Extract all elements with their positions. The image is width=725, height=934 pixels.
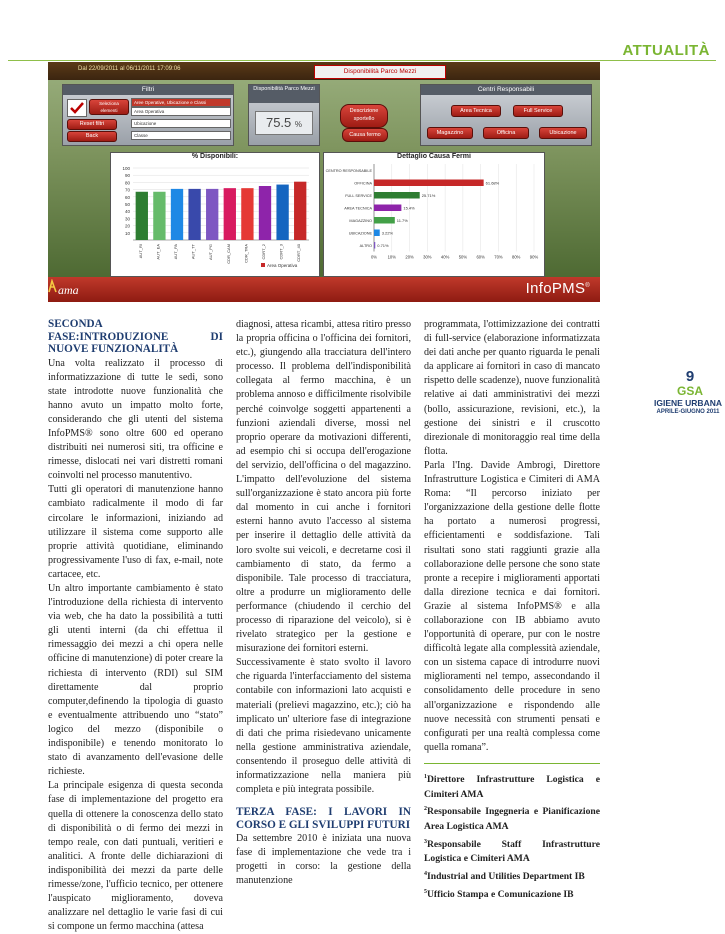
bar <box>241 188 253 240</box>
bar <box>276 185 288 240</box>
footnotes <box>424 763 600 903</box>
gsa-logo: GSA <box>676 384 703 398</box>
bar <box>374 230 380 237</box>
x-tick-label: AUT_RI <box>137 244 143 259</box>
centri-panel <box>420 84 592 146</box>
x-tick-label: 50% <box>458 254 468 260</box>
bar <box>294 182 306 240</box>
causa-fermi-chart <box>323 152 545 277</box>
infopms-logo <box>526 280 590 297</box>
footnote: $^3$Responsabile Staff Infrastrutture Logistica e Cimiteri AMA <box>424 838 600 865</box>
checkmark-icon <box>67 99 87 117</box>
y-tick-label: 60 <box>124 194 130 200</box>
paragraph: La principale esigenza di questa seconda fase di implementazione del progetto era quella di ottenere la conoscenza dello stato di disponibilità o di fermo dei mezzi in tempo reale, con dati puntuali, veritieri e analitici. A fronte delle dichiarazioni di indisponibilità dei mezzi da parte delle rimesse/zone, l'ufficio tecnico, per ottenere l'auspicato miglioramento, doveva analizzare nel dettaglio le varie fasi di cui si compone un fermo macchina (attesa <box>48 780 223 933</box>
area-operativa-select[interactable]: Area Operativa <box>131 107 231 116</box>
paragraph: Parla l'Ing. Davide Ambrogi, Direttore Infrastrutture Logistica e Cimiteri di AMA Roma: “Il percorso iniziato per l'organizzazione della gestione delle flotte ha portato a numerosi progressi, efficientamenti e soddisfazione. Tali risultati sono stati raggiunti grazie alla collaborazione delle persone che sono state pronte a recepire i miglioramenti apportati dalla direzione tecnica e dai fornitori. Grazie al sistema InfoPMS® e alla collaborazione con IB abbiamo avuto l'opportunità di operare, pur con le nostre difficoltà legate alla complessità aziendale, con un sistema capace di introdurre nuovi miglioramenti nel tempo, assecondando il consolidamento delle procedure in seno all'organizzazione e rispondendo alle nuove necessità con strumenti pensati e configurati per una realtà complessa come quella romana”. <box>424 459 600 753</box>
y-tick-label: 30 <box>124 216 130 222</box>
x-tick-label: 20% <box>405 254 414 260</box>
footnote: $^1$Direttore Infrastrutture Logistica e Cimiteri AMA <box>424 773 600 800</box>
bar <box>374 205 401 212</box>
disponibili-chart-title: % Disponibili: <box>191 153 239 160</box>
x-tick-label: 60% <box>476 254 485 260</box>
infopms-reg: ® <box>585 283 590 289</box>
infopms-name: InfoPMS <box>525 280 586 297</box>
x-tick-label: 90% <box>529 254 539 260</box>
x-tick-label: 30% <box>423 254 432 260</box>
bar <box>374 242 375 249</box>
y-tick-label: 10 <box>124 230 130 236</box>
data-label: 3.22% <box>381 230 394 236</box>
legend-label: Area Operativa <box>267 263 298 268</box>
x-tick-label: AUT_PG <box>208 244 214 261</box>
filtri-title: Filtri <box>63 85 233 95</box>
classe-select[interactable]: Classe <box>131 131 231 140</box>
disponibilita-panel <box>248 84 320 146</box>
x-tick-label: CDRT_2 <box>261 244 266 260</box>
page-number: 9 <box>685 368 695 385</box>
y-tick-label: 70 <box>124 187 130 193</box>
disponibili-chart <box>110 152 320 277</box>
bar <box>171 189 183 240</box>
x-tick-label: 40% <box>440 254 450 260</box>
disponibilita-tab: Disponibilità Parco Mezzi <box>314 65 446 79</box>
screenshot-footer <box>48 277 600 302</box>
y-tick-label: 90 <box>124 173 130 179</box>
bar <box>374 217 395 224</box>
footnote: $^4$Industrial and Utilities Department IB <box>424 871 585 883</box>
data-label: 0.71% <box>377 242 389 248</box>
magazzino-button[interactable]: Magazzino <box>427 127 473 139</box>
y-tick-label: 40 <box>124 209 130 215</box>
back-button[interactable]: Back <box>67 131 117 142</box>
x-tick-label: AUT_TT <box>190 244 196 260</box>
footnote: $^2$Responsabile Ingegneria e Pianificazione Area Logistica AMA <box>424 806 600 833</box>
descrizione-sportello-button[interactable]: Descrizione sportello <box>340 104 388 128</box>
x-tick-label: CDR_TRA <box>243 244 249 263</box>
y-tick-label: OFFICINA <box>354 181 372 186</box>
bar <box>259 186 271 240</box>
section-label: ATTUALITÀ <box>622 42 710 59</box>
screenshot-topbar <box>48 62 600 80</box>
y-tick-label: AREA TECNICA <box>344 206 372 211</box>
header-rule <box>8 60 716 61</box>
bar <box>206 189 218 240</box>
ama-logo: ama <box>58 283 79 297</box>
paragraph: programmata, l'ottimizzazione dei contratti di full-service (elaborazione informatizzata dei dati anche per quanto riguarda le penali da applicare ai fornitori in caso di mancato rispetto delle scadenze), nuove funzionalità relative ai dati amministrativi dei mezzi (bollo, assicurazione, revisioni, etc.), la gestione dei sinistri e il cruscotto direzionale di monitoraggio real time della flotta. <box>424 319 600 457</box>
y-tick-label: ALTRO <box>359 243 372 248</box>
bar <box>374 192 420 199</box>
footnote: $^5$Ufficio Stampa e Comunicazione IB <box>424 888 574 900</box>
magazine-name: IGIENE URBANA <box>653 398 722 408</box>
issue-date: APRILE-GIUGNO 2011 <box>656 409 720 415</box>
ubicazione-select[interactable]: Ubicazione <box>131 119 231 128</box>
y-tick-label: 100 <box>122 166 130 171</box>
bar <box>153 192 165 240</box>
y-tick-label: 20 <box>124 223 130 229</box>
paragraph: Da settembre 2010 è iniziata una nuova fase di implementazione che vede tra i progetti in corso: la gestione della manutenzione <box>236 833 411 887</box>
x-tick-label: AUT_PA <box>173 244 178 260</box>
heading-terza-fase: TERZA FASE: I LAVORI IN CORSO E GLI SVILUPPI FUTURI <box>236 806 411 831</box>
paragraph: diagnosi, attesa ricambi, attesa ritiro presso la propria officina o l'officina dei fornitori, etc.), giungendo alla tracciatura dell'intero processo. Il problema dell'indisponibilità collegata al fermo macchina, è un problema annoso e difficilmente risolvibile perché coinvolge soggetti appartenenti a funzioni aziendali diverse, mossi nel proprio operare da motivazioni differenti, ad esempio chi si occupa dell'erogazione del servizio, dell'officina o del magazzino. L'impatto dell'evoluzione del sistema sull'organizzazione è stato ancora più forte dal momento in cui anche i fornitori esterni hanno avuto l'accesso al sistema per inserire il dettaglio delle attività da loro svolte sui veicoli, e decretarne così il cambiamento di stato, da fermo a disponibile. Tale processo di tracciatura, oltre a produrre un miglioramento delle performance (chiudendo il cerchio del processo di riparazione del veicolo), si è rivelato strategico per la gestione e misurazione dei fornitori esterni. <box>236 319 411 655</box>
bar <box>224 188 236 240</box>
x-tick-label: 10% <box>387 254 396 260</box>
article-column-3 <box>424 318 600 903</box>
causa-fermi-chart-title: Dettaglio Causa Fermi <box>397 153 471 160</box>
y-tick-label: UBICAZIONE <box>348 231 372 236</box>
y-tick-label: FULL SERVICE <box>345 193 372 198</box>
disponibilita-unit: % <box>294 120 303 129</box>
y-tick-label: CENTRO RESPONSABILE <box>325 168 372 173</box>
filtri-panel <box>62 84 234 146</box>
x-tick-label: CDR_CAM <box>225 244 231 264</box>
y-tick-label: MAGAZZINO <box>349 218 372 223</box>
ama-logo-icon <box>48 279 57 293</box>
paragraph: Successivamente è stato svolto il lavoro che riguarda l'interfacciamento del sistema contabile con informazioni lato acquisti e materiali (prelievi magazzino, etc.); ciò ha implicato un' ulteriore fase di integrazione di dati che prima risiedevano unicamente nella gestione amministrativa aziendale, consentendo il proseguo delle attività di informatizzazione nella maniera più completa e più integrata possibile. <box>236 657 411 796</box>
article-column-2 <box>236 318 411 889</box>
x-tick-label: 0% <box>370 254 378 260</box>
paragraph: Un altro importante cambiamento è stato l'introduzione della richiesta di intervento via web, che ha dato la possibilità a tutti gli utenti interni (da chi effettua il rimessaggio dei mezzi a chi opera nelle officine di manutenzione) di poter creare la richiesta di intervento (RDI) sul SIM direttamente dal proprio computer,definendo la tipologia di guasto e eventualmente attribuendo uno “stato” logico del mezzo (disponibile o indisponibile) e tenendo monitorato lo stato di avanzamento dell'evasione delle richieste. <box>48 583 223 778</box>
centri-title: Centri Responsabili <box>421 85 591 95</box>
paragraph: Una volta realizzato il processo di informatizzazione di tutte le sedi, sono state introdotte nuove funzionalità che hanno avuto un impatto molto forte, considerando che gli utenti del sistema InfoPMS® sono oltre 600 ed operano distribuiti nei numerosi siti, tra officine e rimesse, dislocati nei vari distretti romani coinvolti nel processo manutentivo. <box>48 357 223 482</box>
full-service-button[interactable]: Full Service <box>513 105 563 117</box>
data-label: 25.71% <box>421 192 436 198</box>
disponibilita-value: 75.5 <box>265 115 292 130</box>
ubicazione-button[interactable]: Ubicazione <box>539 127 587 139</box>
seleziona-button[interactable]: Seleziona elementi <box>89 99 129 115</box>
heading-seconda-fase: SECONDA FASE:INTRODUZIONE DI NUOVE FUNZIONALITÀ <box>48 318 223 355</box>
causa-fermi-chart-plot <box>324 160 544 272</box>
filter-header: Aree Operative, Ubicazione e Classi <box>131 98 231 107</box>
data-label: 15.4% <box>403 205 415 211</box>
officina-button[interactable]: Officina <box>483 127 529 139</box>
disponibilita-title: Disponibilità Parco Mezzi <box>249 85 319 103</box>
y-tick-label: 80 <box>124 180 130 186</box>
bar <box>188 189 200 240</box>
date-range: Dal 22/09/2011 al 06/11/2011 17:09:06 <box>78 66 181 72</box>
x-tick-label: 80% <box>512 254 521 260</box>
bar <box>374 180 484 187</box>
x-tick-label: CDRT_40 <box>296 244 302 262</box>
x-tick-label: AUT_EA <box>155 244 161 260</box>
area-tecnica-button[interactable]: Area Tecnica <box>451 105 501 117</box>
x-tick-label: 70% <box>494 254 503 260</box>
disponibilita-readout <box>255 111 313 135</box>
reset-filtri-button[interactable]: Reset filtri <box>67 119 117 130</box>
legend-swatch <box>261 263 265 267</box>
y-tick-label: 50 <box>124 202 130 207</box>
causa-fermo-button[interactable]: Causa fermo <box>342 128 388 142</box>
infopms-screenshot <box>48 62 600 302</box>
disponibili-chart-plot <box>111 160 319 272</box>
x-tick-label: CDRT_3 <box>278 244 284 260</box>
data-label: 61.68% <box>485 180 500 186</box>
bar <box>136 192 148 240</box>
data-label: 11.7% <box>396 217 408 223</box>
article-column-1 <box>48 318 223 934</box>
paragraph: Tutti gli operatori di manutenzione hanno cambiato radicalmente il modo di far circolare le informazioni, iniziando ad utilizzare il sistema come supporto alle proprie attività quotidiane, eliminando progressivamente l'uso di fax, e-mail, note cartacee, etc. <box>48 484 223 580</box>
